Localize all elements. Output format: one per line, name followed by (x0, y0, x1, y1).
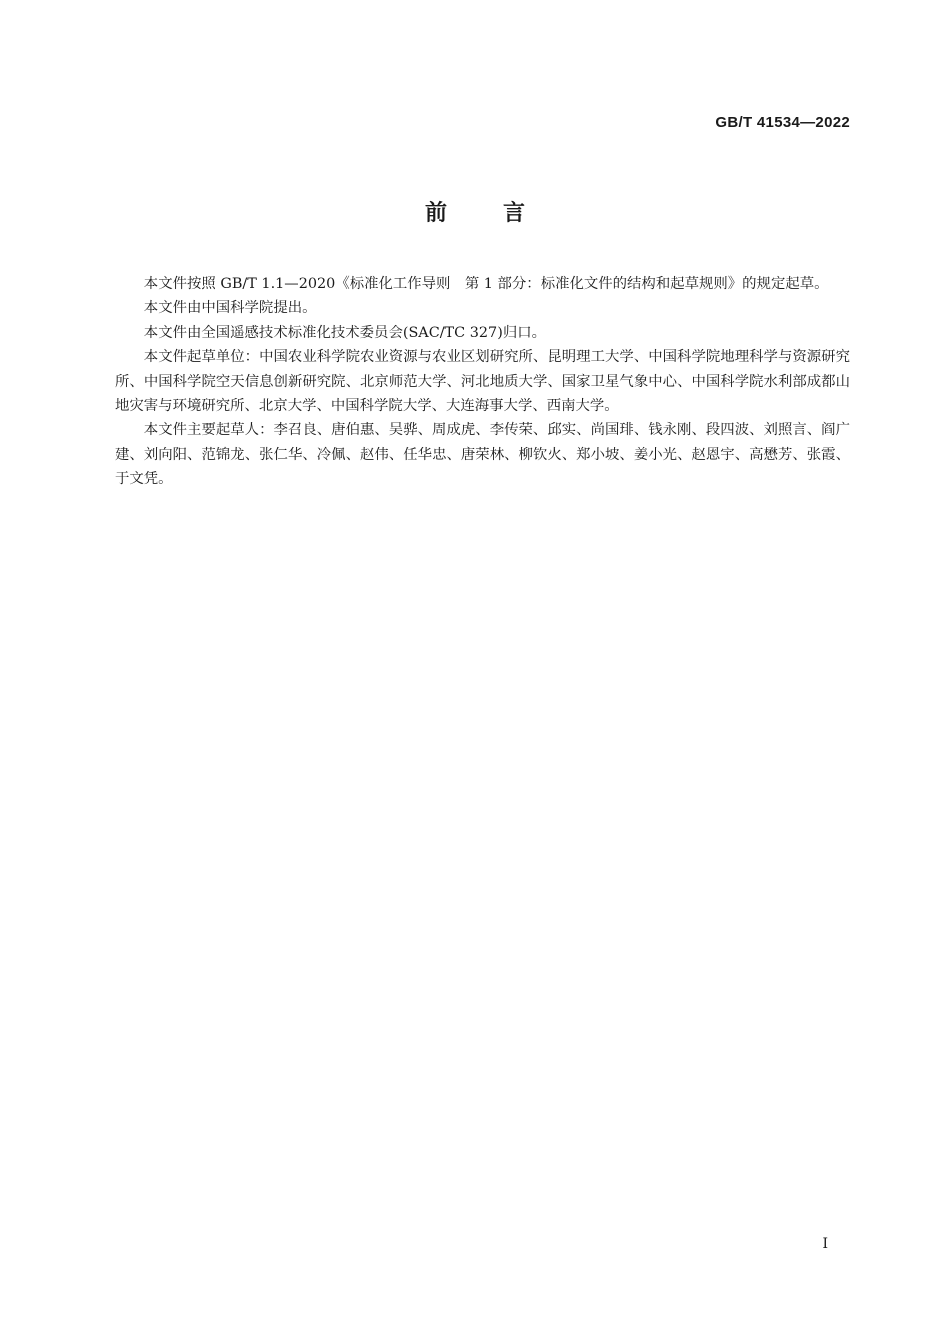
paragraph-drafting-rules: 本文件按照 GB/T 1.1—2020《标准化工作导则 第 1 部分：标准化文件的结构和起草规则》的规定起草。 (143, 276, 829, 292)
paragraph-proposer: 本文件由中国科学院提出。 (143, 300, 317, 317)
standard-number: GB/T 41534—2022 (715, 114, 850, 131)
page-title: 前言 (424, 201, 581, 226)
paragraph-responsible-committee: 本文件由全国遥感技术标准化技术委员会(SAC/TC 327)归口。 (143, 324, 546, 341)
paragraph-drafting-units: 本文件起草单位：中国农业科学院农业资源与农业区划研究所、昆明理工大学、中国科学院地理科学与资源研究所、中国科学院空天信息创新研究院、北京师范大学、河北地质大学、国家卫星气象中心、中国科学院水利部成都山地灾害与环境研究所、北京大学、中国科学院大学、大连海事大学、西南大学。 (115, 349, 850, 415)
foreword-body (115, 272, 850, 492)
page-number: I (822, 1236, 828, 1252)
paragraph-drafters: 本文件主要起草人：李召良、唐伯惠、吴骅、周成虎、李传荣、邱实、尚国琲、钱永刚、段四波、刘照言、阎广建、刘向阳、范锦龙、张仁华、冷佩、赵伟、任华忠、唐荣林、柳钦火、郑小坡、姜小光、赵恩宇、高懋芳、张霞、于文凭。 (115, 422, 850, 488)
